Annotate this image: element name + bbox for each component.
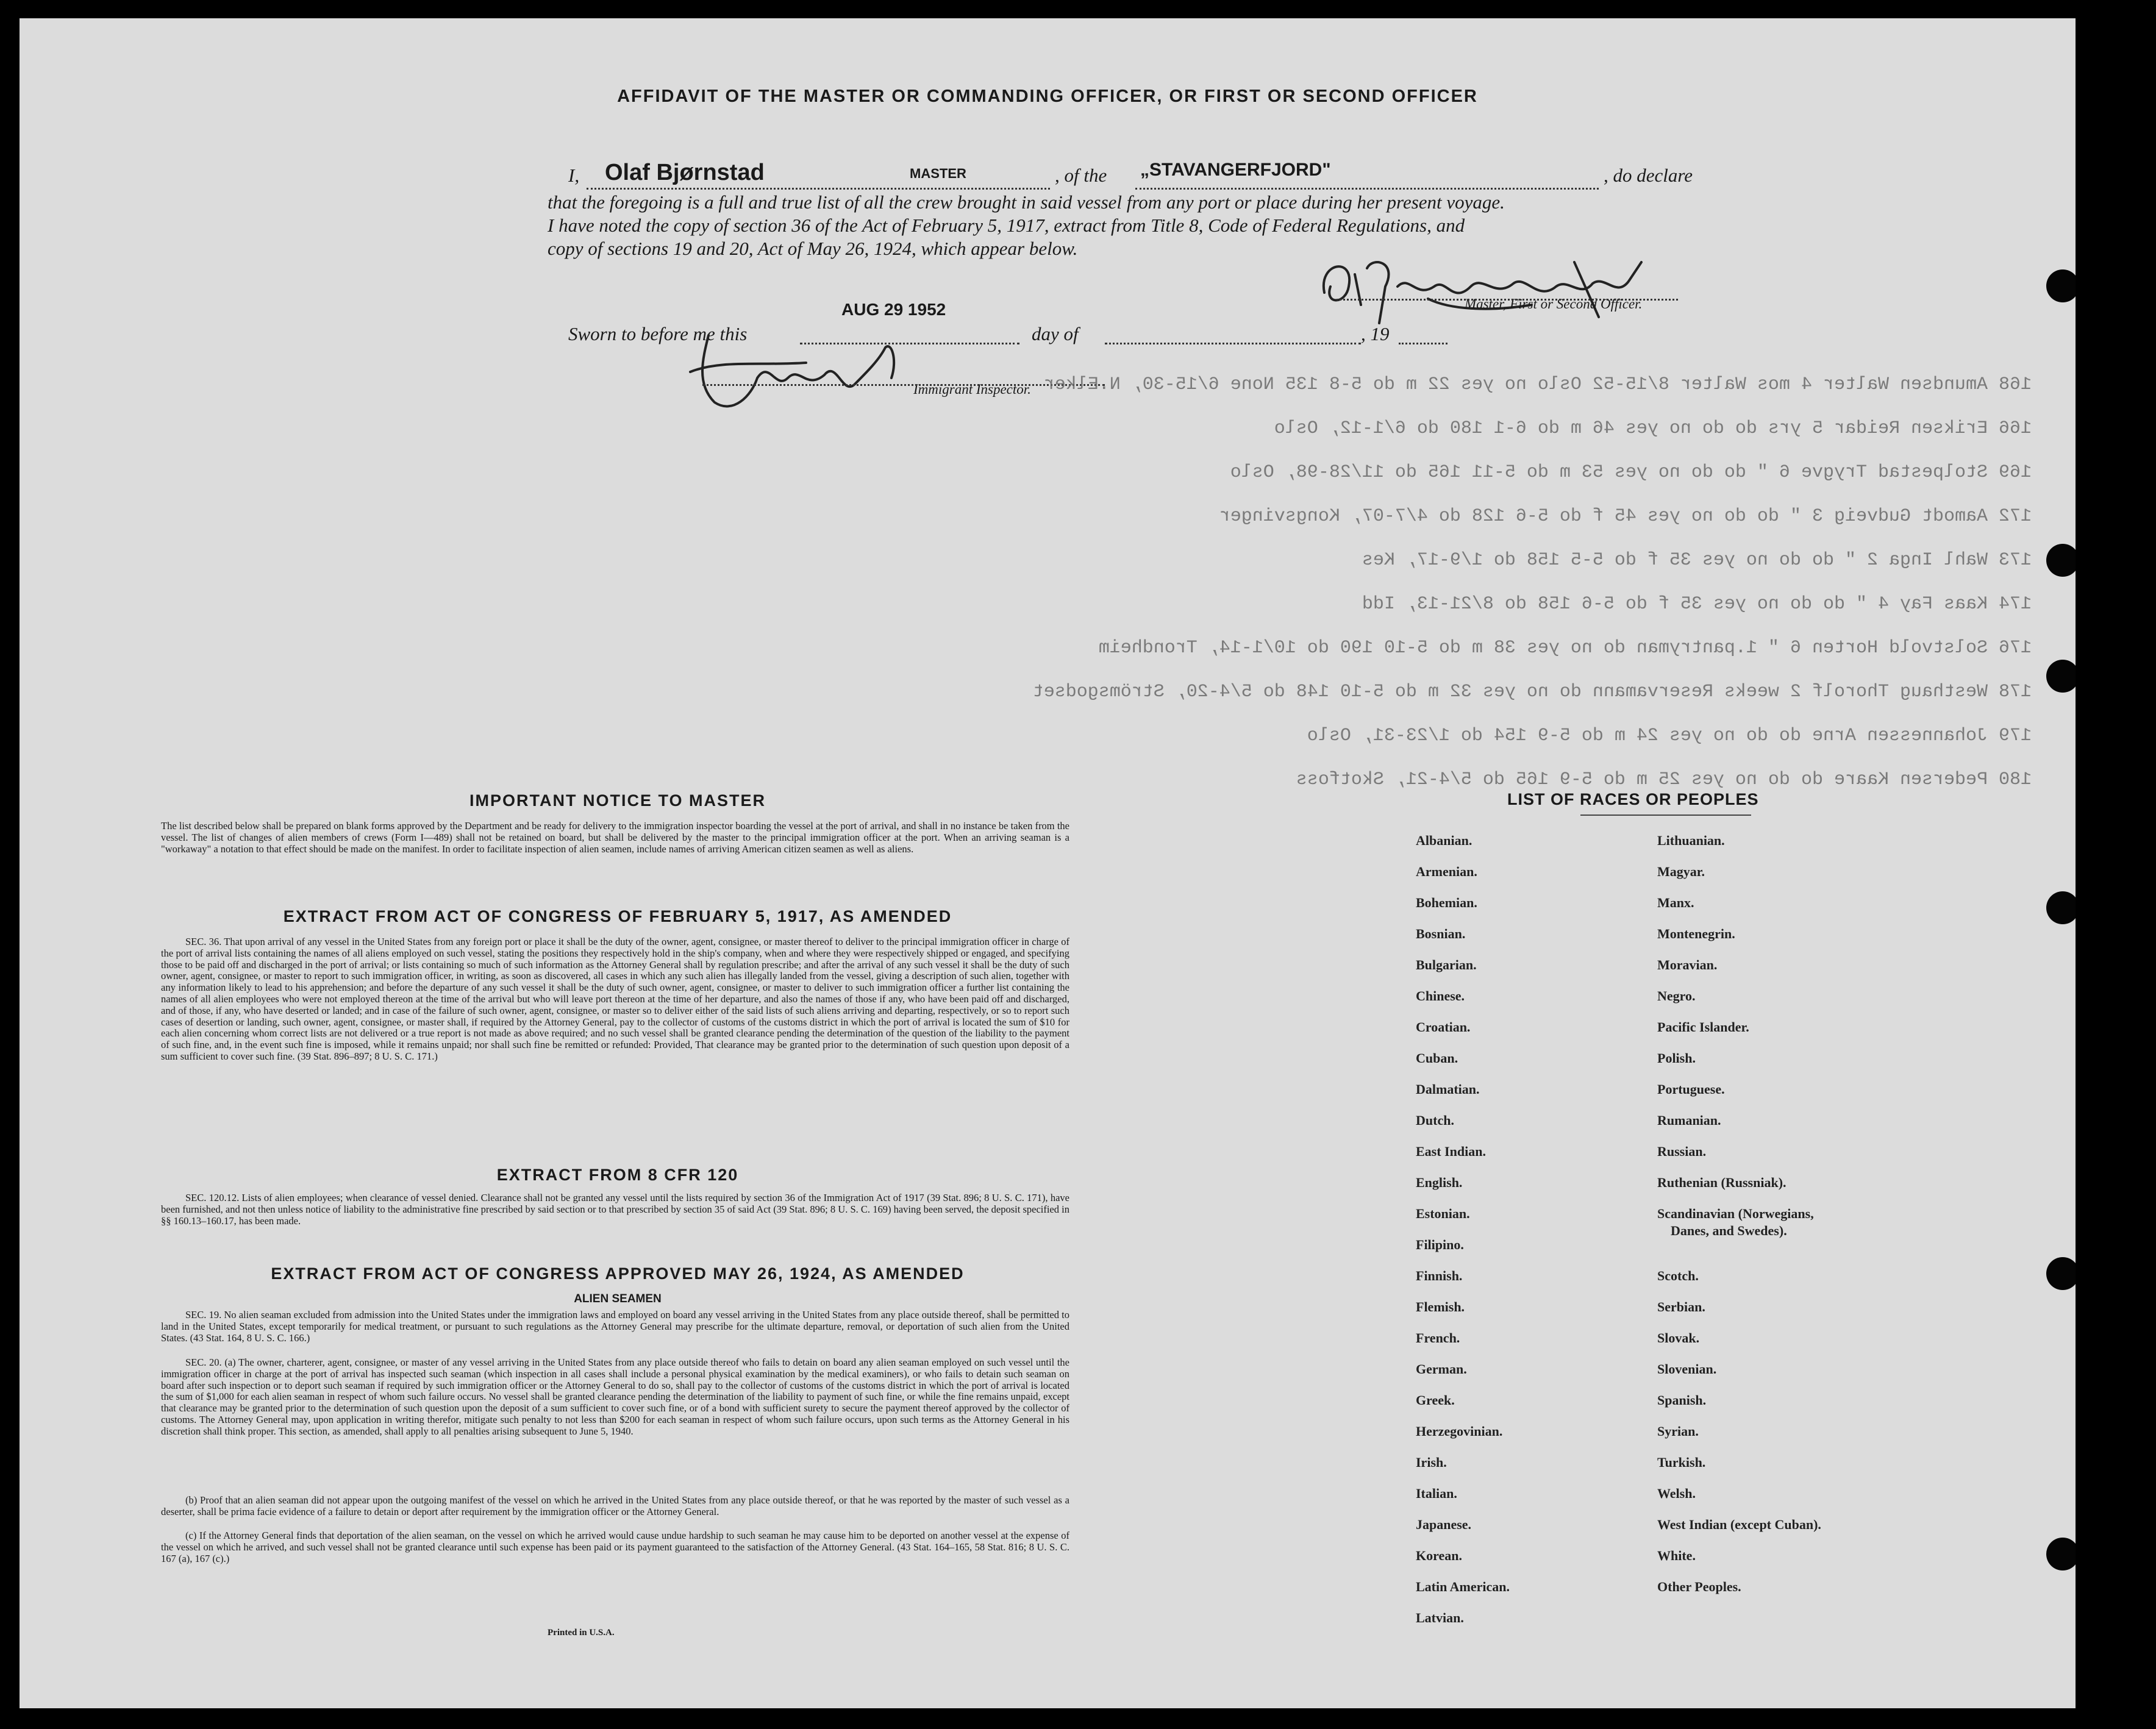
- declarant-rank: MASTER: [910, 166, 966, 181]
- race-right: Pacific Islander.: [1657, 1019, 1749, 1035]
- punch-hole-3: [2046, 660, 2076, 693]
- race-left: Croatian.: [1416, 1019, 1471, 1035]
- race-left: Chinese.: [1416, 988, 1465, 1004]
- day-of-line: [1105, 343, 1361, 344]
- race-left: German.: [1416, 1361, 1467, 1377]
- race-left: Italian.: [1416, 1486, 1457, 1501]
- punch-hole-2: [2046, 544, 2076, 577]
- race-left: Flemish.: [1416, 1299, 1465, 1314]
- race-left: Dalmatian.: [1416, 1082, 1480, 1097]
- race-left: Bohemian.: [1416, 895, 1477, 910]
- race-right: Other Peoples.: [1657, 1579, 1741, 1594]
- extract-cfr-heading: EXTRACT FROM 8 CFR 120: [496, 1166, 739, 1184]
- form-title: AFFIDAVIT OF THE MASTER OR COMMANDING OFFICER, OR FIRST OR SECOND OFFICER: [617, 87, 1478, 106]
- bleed-row: 178 Westhaug Thorolf 2 weeks Reservamann do no yes 32 m do 5-10 148 do 5/4-20, Strömsgodset: [1032, 682, 2032, 702]
- race-right: Syrian.: [1657, 1424, 1699, 1439]
- officer-caption: Master, First or Second Officer.: [1465, 296, 1643, 312]
- bleed-row: 172 Aamodt Gudveig 3 " do do no yes 45 f do 5-6 128 do 4/7-07, Kongsvinger: [1219, 506, 2032, 527]
- vessel-name: „STAVANGERFJORD": [1140, 160, 1331, 180]
- race-left: Japanese.: [1416, 1517, 1472, 1532]
- extract-1924-sec19: SEC. 19. No alien seaman excluded from admission into the United States under the immigration laws and employed on board any vessel arriving in the United States from any place outside thereof, shall be permitted to land in the United States, except temporarily for medical treatment, or pursuant to such regulations as the Attorney General may prescribe for the ultimate departure, removal, or deportation of such alien from the United States. (43 Stat. 164, 8 U. S. C. 166.): [161, 1309, 1069, 1344]
- bleed-row: 166 Eriksen Reidar 5 yrs do do no yes 46 m do 6-1 180 do 6/1-12, Oslo: [1274, 418, 2032, 439]
- declaration-line-3: copy of sections 19 and 20, Act of May 26, 1924, which appear below.: [548, 238, 1078, 259]
- race-right: Spanish.: [1657, 1392, 1707, 1408]
- race-right: Magyar.: [1657, 864, 1705, 879]
- race-right: Polish.: [1657, 1050, 1696, 1066]
- race-right: Welsh.: [1657, 1486, 1696, 1501]
- punch-hole-5: [2046, 1257, 2076, 1290]
- races-heading-rule: [1580, 815, 1751, 816]
- race-right: Russian.: [1657, 1144, 1707, 1159]
- race-right: Slovak.: [1657, 1330, 1700, 1346]
- declaration-line-2: I have noted the copy of section 36 of the Act of February 5, 1917, extract from Title 8, Code of Federal Regulations, and: [548, 215, 1465, 236]
- extract-1924-sec20a: SEC. 20. (a) The owner, charterer, agent, consignee, or master of any vessel arriving in the United States from any place outside thereof who fails to detain on board any alien seaman employed on such vessel until the immigration officer in charge at the port of arrival has inspected such seaman (which inspection in all cases shall include a personal physical examination by the medical examiners), or who fails to detain such seaman on board after such inspection or to deport such seaman if required by such immigration officer or the Attorney General to do so, shall pay to the collector of customs of the customs district in which the port of arrival is located the sum of $1,000 for each alien seaman in respect of whom such failure occurs. No vessel shall be granted clearance pending the determination of the liability to payment of such fine, or while the fine remains unpaid, except that clearance may be granted prior to the determination of such question upon the deposit of a sum sufficient to cover such fine, or of a bond with sufficient surety to secure the payment thereof approved by the collector of customs. The Attorney General may, upon application in writing therefor, mitigate such penalty to not less than $200 for each seaman in respect of whom such failure occurs, upon such terms as the Attorney General in his discretion shall think proper. This section, as amended, shall apply to all penalties arising subsequent to June 5, 1940.: [161, 1356, 1069, 1437]
- race-left: Latin American.: [1416, 1579, 1510, 1594]
- punch-hole-6: [2046, 1538, 2076, 1570]
- master-signature: [1312, 250, 1702, 335]
- race-right: Negro.: [1657, 988, 1696, 1004]
- affidavit-document: [20, 18, 2076, 1708]
- bleed-row: 173 Wahl Inga 2 " do do no yes 35 f do 5-5 158 do 1/9-17, Kes: [1362, 550, 2032, 571]
- race-left: Greek.: [1416, 1392, 1455, 1408]
- race-right: Danes, and Swedes).: [1671, 1223, 1787, 1238]
- declaration-line-1: that the foregoing is a full and true list of all the crew brought in said vessel from any port or place during her present voyage.: [548, 191, 1505, 213]
- do-declare-label: , do declare: [1604, 165, 1693, 186]
- race-right: Slovenian.: [1657, 1361, 1717, 1377]
- race-right: Lithuanian.: [1657, 833, 1725, 848]
- extract-1917-heading: EXTRACT FROM ACT OF CONGRESS OF FEBRUARY 5, 1917, AS AMENDED: [283, 907, 952, 925]
- of-the-label: , of the: [1055, 165, 1107, 186]
- notice-heading: IMPORTANT NOTICE TO MASTER: [469, 791, 766, 810]
- race-left: Armenian.: [1416, 864, 1477, 879]
- race-right: West Indian (except Cuban).: [1657, 1517, 1821, 1532]
- race-left: French.: [1416, 1330, 1460, 1346]
- race-right: Serbian.: [1657, 1299, 1705, 1314]
- race-left: Herzegovinian.: [1416, 1424, 1503, 1439]
- bleed-row: 179 Johannessen Arne do do no yes 24 m do 5-9 154 do 1/23-31, Oslo: [1307, 725, 2032, 746]
- races-heading: LIST OF RACES OR PEOPLES: [1507, 790, 1759, 808]
- extract-cfr-body: SEC. 120.12. Lists of alien employees; when clearance of vessel denied. Clearance shall not be granted any vessel until the lists required by section 36 of the Immigration Act of 1917 (39 Stat. 896; 8 U. S. C. 171), have been furnished, and not then unless notice of liability to the administrative fine prescribed by said section or to that prescribed by section 35 of said Act (39 Stat. 896; 8 U. S. C. 169) having been served, the deposit specified in §§ 160.13–160.17, has been made.: [161, 1192, 1069, 1227]
- day-of-label: day of: [1032, 323, 1079, 344]
- race-right: Moravian.: [1657, 957, 1718, 972]
- race-right: Scandinavian (Norwegians,: [1657, 1206, 1814, 1221]
- bleed-row: 168 Amundsen Walter 4 mos Walter 8/15-52 Oslo no yes 22 m do 5-8 135 None 6/15-30, N.Elker: [1043, 374, 2032, 395]
- race-left: Bosnian.: [1416, 926, 1466, 941]
- race-left: Cuban.: [1416, 1050, 1458, 1066]
- alien-seamen-subheading: ALIEN SEAMEN: [574, 1292, 662, 1305]
- extract-1917-body: SEC. 36. That upon arrival of any vessel in the United States from any foreign port or place it shall be the duty of the owner, agent, consignee, or master thereof to deliver to the principal immigration officer in charge of the port of arrival lists containing the names of all aliens employed on such vessel, stating the positions they respectively hold in the ship's company, when and where they were respectively shipped or engaged, and specifying those to be paid off and discharged in the port of arrival; or lists containing so much of such information as the Attorney General shall by regulation prescribe; and after the arrival of any such vessel it shall be the duty of such owner, agent, consignee, or master to report to such immigration officer, in writing, as soon as discovered, all cases in which any such alien has illegally landed from the vessel, giving a description of such alien, together with any information likely to lead to his apprehension; and before the departure of any such vessel it shall be the duty of such owner, agent, consignee, or master to deliver to such immigration officer a further list containing the names of all alien employees who were not employed thereon at the time of the arrival but who will leave port thereon at the time of her departure, and also the names of those if any, who have been paid off and discharged, and of those, if any, who have deserted or landed; and in case of the failure of such owner, agent, consignee, or master so to deliver either of the said lists of such aliens arriving and departing, respectively, or so to report such cases of desertion or landing, such owner, agent, consignee, or master shall, if required by the Attorney General, pay to the collector of customs of the customs district in which the port of arrival is located the sum of $10 for each alien concerning whom correct lists are not delivered or a true report is not made as above required; and no such vessel shall be granted clearance pending the determination of the question of the liability to the payment of such fine, and, in the event such fine is imposed, while it remains unpaid; nor shall such fine be remitted or refunded: Provided, That clearance may be granted prior to the determination of such question upon deposit of a sum sufficient to cover such fine. (39 Stat. 896–897; 8 U. S. C. 171.): [161, 936, 1069, 1062]
- punch-hole-4: [2046, 891, 2076, 924]
- race-left: Irish.: [1416, 1455, 1447, 1470]
- bleed-row: 180 Pedersen Kaare do do no yes 25 m do 5-9 165 do 5/4-21, Skotfoss: [1296, 769, 2032, 790]
- race-left: English.: [1416, 1175, 1463, 1190]
- race-right: Ruthenian (Russniak).: [1657, 1175, 1787, 1190]
- extract-1924-heading: EXTRACT FROM ACT OF CONGRESS APPROVED MAY 26, 1924, AS AMENDED: [271, 1264, 965, 1283]
- race-right: Manx.: [1657, 895, 1694, 910]
- race-right: Scotch.: [1657, 1268, 1699, 1283]
- year-label: , 19: [1361, 323, 1390, 344]
- inspector-caption: Immigrant Inspector.: [913, 382, 1031, 397]
- punch-hole-1: [2046, 269, 2076, 302]
- race-left: Filipino.: [1416, 1237, 1464, 1252]
- race-left: Dutch.: [1416, 1113, 1454, 1128]
- notice-body: The list described below shall be prepared on blank forms approved by the Department and be ready for delivery to the immigration inspector boarding the vessel at the port of arrival, and shall in no instance be taken from the vessel. The list of changes of alien members of crews (Form I—489) shall not be retained on board, but shall be delivered by the master to the principal immigration officer at the port. When an arriving seaman is a "workaway" a notation to that effect should be made on the manifest. In order to facilitate inspection of alien seamen, include names of arriving American citizen seamen as well as aliens.: [161, 820, 1069, 855]
- declarant-name: Olaf Bjørnstad: [605, 160, 765, 185]
- bleed-row: 174 Kaas Fay 4 " do do no yes 35 f do 5-6 158 do 8/21-13, Idd: [1362, 594, 2032, 615]
- race-right: White.: [1657, 1548, 1696, 1563]
- officer-line: [1337, 299, 1678, 301]
- name-line: [587, 188, 1050, 190]
- race-right: Rumanian.: [1657, 1113, 1721, 1128]
- race-right: Turkish.: [1657, 1455, 1706, 1470]
- sworn-date-stamp: AUG 29 1952: [841, 300, 946, 319]
- race-left: Estonian.: [1416, 1206, 1470, 1221]
- extract-1924-sec20b: (b) Proof that an alien seaman did not appear upon the outgoing manifest of the vessel on which he arrived in the United States from any place outside thereof, or that he was reported by the master of such vessel as a deserter, shall be prima facie evidence of a failure to detain or deport after requirement by the immigration officer or the Attorney General.: [161, 1494, 1069, 1517]
- race-left: Latvian.: [1416, 1610, 1464, 1625]
- race-left: Finnish.: [1416, 1268, 1463, 1283]
- race-right: Montenegrin.: [1657, 926, 1735, 941]
- race-right: Portuguese.: [1657, 1082, 1725, 1097]
- year-line: [1399, 343, 1447, 344]
- printed-in-usa: Printed in U.S.A.: [548, 1628, 615, 1638]
- extract-1924-sec20c: (c) If the Attorney General finds that deportation of the alien seaman, on the vessel on which he arrived would cause undue hardship to such seaman he may cause him to be deported on another vessel at the expense of the vessel on which he arrived, and such vessel shall not be granted clearance until such expense has been paid or its payment guaranteed to the satisfaction of the Attorney General. (43 Stat. 164–165, 58 Stat. 816; 8 U. S. C. 167 (a), 167 (c).): [161, 1530, 1069, 1564]
- race-left: East Indian.: [1416, 1144, 1486, 1159]
- bleed-row: 176 Solstvold Horten 6 " 1.pantryman do no yes 38 m do 5-10 190 do 10/1-14, Trondheim: [1098, 638, 2032, 658]
- vessel-line: [1135, 188, 1599, 190]
- bleed-row: 169 Stolpestad Trygve 6 " do do no yes 53 m do 5-11 165 do 11/28-98, Oslo: [1230, 462, 2032, 483]
- race-left: Albanian.: [1416, 833, 1472, 848]
- race-left: Korean.: [1416, 1548, 1462, 1563]
- race-left: Bulgarian.: [1416, 957, 1477, 972]
- sworn-label: Sworn to before me this: [568, 323, 748, 344]
- declarant-prefix: I,: [568, 165, 580, 186]
